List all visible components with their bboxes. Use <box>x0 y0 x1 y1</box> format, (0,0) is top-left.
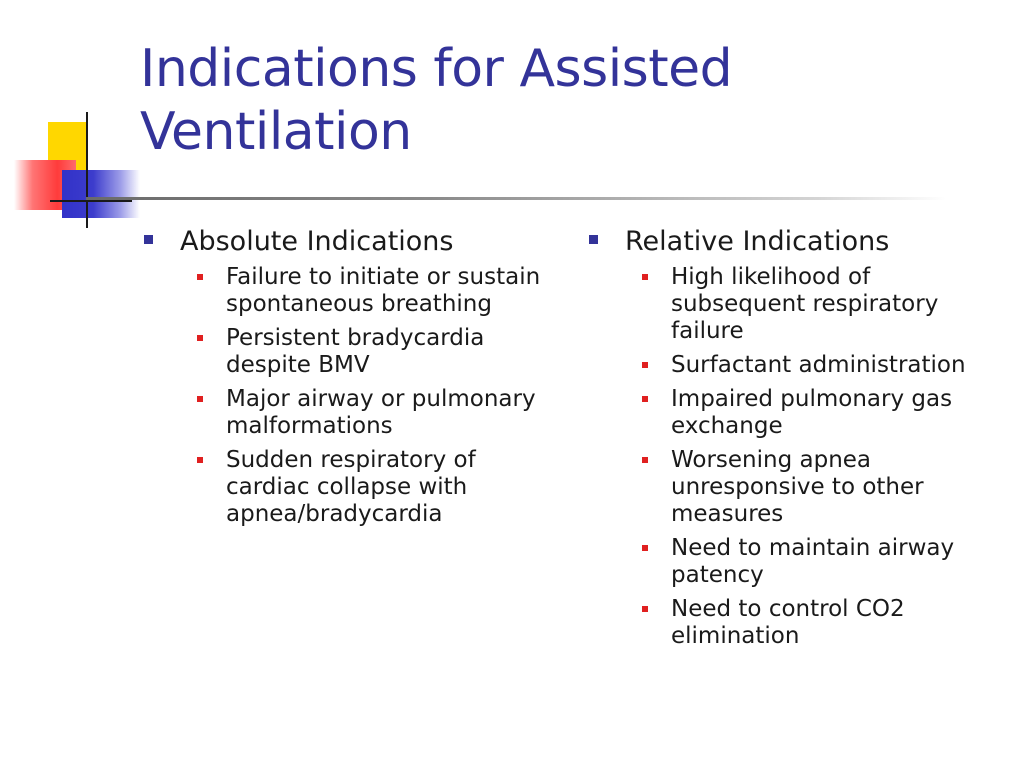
list-item <box>589 264 1009 345</box>
column-relative-indications <box>589 226 1009 657</box>
vertical-line <box>86 112 88 228</box>
square-bullet-icon <box>642 362 648 368</box>
square-bullet-icon <box>642 545 648 551</box>
square-bullet-icon <box>197 396 203 402</box>
column-heading-row <box>144 226 564 258</box>
column-heading-row <box>589 226 1009 258</box>
square-bullet-icon <box>589 235 598 244</box>
list-item-text: Impaired pulmonary gas exchange <box>671 386 953 440</box>
square-bullet-icon <box>197 274 203 280</box>
list-item <box>144 447 564 528</box>
list-item-text: Failure to initiate or sustain spontaneous breathing <box>226 264 541 318</box>
slide-title: Indications for Assisted Ventilation <box>140 39 733 163</box>
list-item-text: Sudden respiratory of cardiac collapse with apnea/bradycardia <box>226 447 476 528</box>
horizontal-line <box>50 200 132 202</box>
list-item-text: Persistent bradycardia despite BMV <box>226 325 485 379</box>
list-item-text: Worsening apnea unresponsive to other measures <box>671 447 924 528</box>
square-bullet-icon <box>642 457 648 463</box>
list-item <box>144 386 564 440</box>
list-item <box>144 325 564 379</box>
list-item <box>144 264 564 318</box>
list-item-text: Surfactant administration <box>671 352 966 379</box>
list-item-text: High likelihood of subsequent respiratory failure <box>671 264 939 345</box>
decorative-logo <box>0 100 150 240</box>
list-item-text: Need to maintain airway patency <box>671 535 955 589</box>
list-item <box>589 386 1009 440</box>
square-bullet-icon <box>144 235 153 244</box>
list-item-text: Need to control CO2 elimination <box>671 596 905 650</box>
sub-bullet-list <box>144 264 564 528</box>
list-item <box>589 596 1009 650</box>
column-heading: Relative Indications <box>625 226 890 257</box>
blue-square <box>62 170 140 218</box>
column-heading: Absolute Indications <box>180 226 454 257</box>
square-bullet-icon <box>642 274 648 280</box>
list-item <box>589 352 1009 379</box>
title-divider <box>86 197 946 200</box>
list-item <box>589 447 1009 528</box>
sub-bullet-list <box>589 264 1009 650</box>
column-absolute-indications <box>144 226 564 535</box>
square-bullet-icon <box>197 335 203 341</box>
list-item <box>589 535 1009 589</box>
list-item-text: Major airway or pulmonary malformations <box>226 386 536 440</box>
square-bullet-icon <box>642 606 648 612</box>
square-bullet-icon <box>642 396 648 402</box>
square-bullet-icon <box>197 457 203 463</box>
